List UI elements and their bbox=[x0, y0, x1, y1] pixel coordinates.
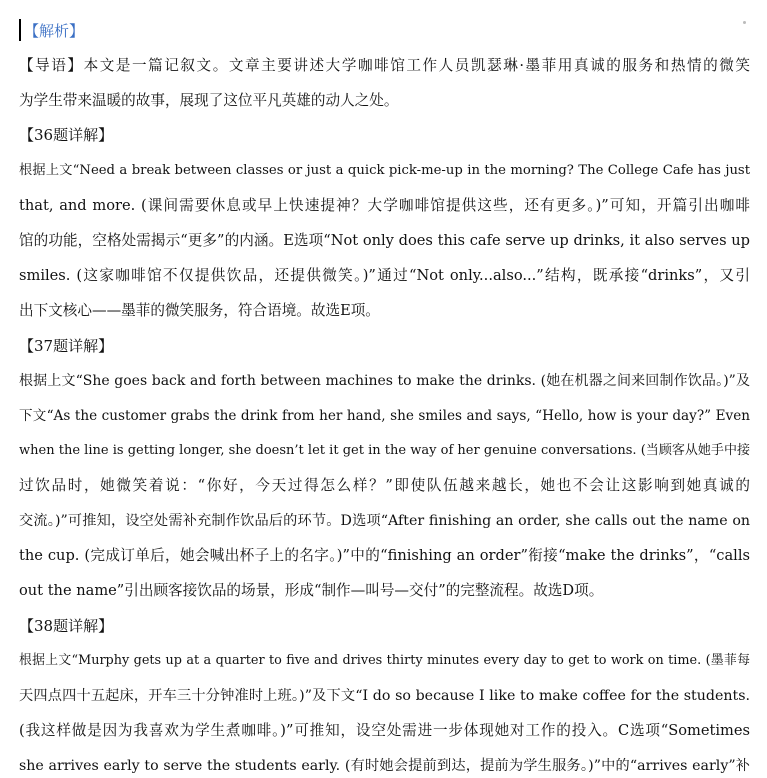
q38-line-3: (我这样做是因为我喜欢为学生煮咖啡。)”可推知，设空处需进一步体现她对工作的投入。C选项“Sometimes bbox=[19, 722, 750, 739]
q38-line-4: she arrives early to serve the students early. (有时她会提前到达，提前为学生服务。)”中的“arrives early”补 bbox=[19, 758, 750, 774]
q37-line-5: 交流。)”可推知，设空处需补充制作饮品后的环节。D选项“After finishing an order, she calls out the name on bbox=[19, 513, 750, 529]
q38-line-1: 根据上文“Murphy gets up at a quarter to five and drives thirty minutes every day to get to work on time. (墨菲每 bbox=[19, 653, 750, 668]
q36-line-5: 出下文核心——墨菲的微笑服务，符合语境。故选E项。 bbox=[19, 302, 380, 319]
q37-title: 【37题详解】 bbox=[19, 337, 114, 355]
q36-line-3: 馆的功能，空格处需揭示“更多”的内涵。E选项“Not only does this cafe serve up drinks, it also serves up bbox=[19, 232, 750, 249]
analysis-heading: 【解析】 bbox=[24, 22, 85, 40]
scan-speck bbox=[743, 21, 746, 24]
q38-title: 【38题详解】 bbox=[19, 617, 114, 635]
q36-line-4: smiles. (这家咖啡馆不仅提供饮品，还提供微笑。)”通过“Not only...also...”结构，既承接“drinks”，又引 bbox=[19, 267, 750, 284]
q36-line-2: that, and more. (课间需要休息或早上快速提神？大学咖啡馆提供这些，还有更多。)”可知，开篇引出咖啡 bbox=[19, 197, 750, 214]
q37-line-2: 下文“As the customer grabs the drink from her hand, she smiles and says, “Hello, how is your day?” Even bbox=[19, 408, 750, 424]
intro-line-1: 【导语】本文是一篇记叙文。文章主要讲述大学咖啡馆工作人员凯瑟琳·墨菲用真诚的服务和热情的微笑 bbox=[19, 57, 750, 74]
q37-line-4: 过饮品时，她微笑着说：“你好，今天过得怎么样？”即使队伍越来越长，她也不会让这影响到她真诚的 bbox=[19, 477, 750, 494]
text-cursor bbox=[19, 19, 21, 41]
q37-line-1: 根据上文“She goes back and forth between machines to make the drinks. (她在机器之间来回制作饮品。)”及 bbox=[19, 373, 750, 389]
q36-title: 【36题详解】 bbox=[19, 126, 114, 144]
q37-line-3: when the line is getting longer, she doesn’t let it get in the way of her genuine conversations. (当顾客从她手中接 bbox=[19, 443, 750, 458]
q38-line-2: 天四点四十五起床，开车三十分钟准时上班。)”及下文“I do so because I like to make coffee for the students. bbox=[19, 688, 750, 704]
q37-line-6: the cup. (完成订单后，她会喊出杯子上的名字。)”中的“finishing an order”衔接“make the drinks”，“calls bbox=[19, 547, 750, 564]
intro-line-2: 为学生带来温暖的故事，展现了这位平凡英雄的动人之处。 bbox=[19, 92, 399, 109]
q37-line-7: out the name”引出顾客接饮品的场景，形成“制作—叫号—交付”的完整流程。故选D项。 bbox=[19, 582, 604, 599]
q36-line-1: 根据上文“Need a break between classes or just a quick pick-me-up in the morning? The College Cafe has just bbox=[19, 163, 750, 178]
